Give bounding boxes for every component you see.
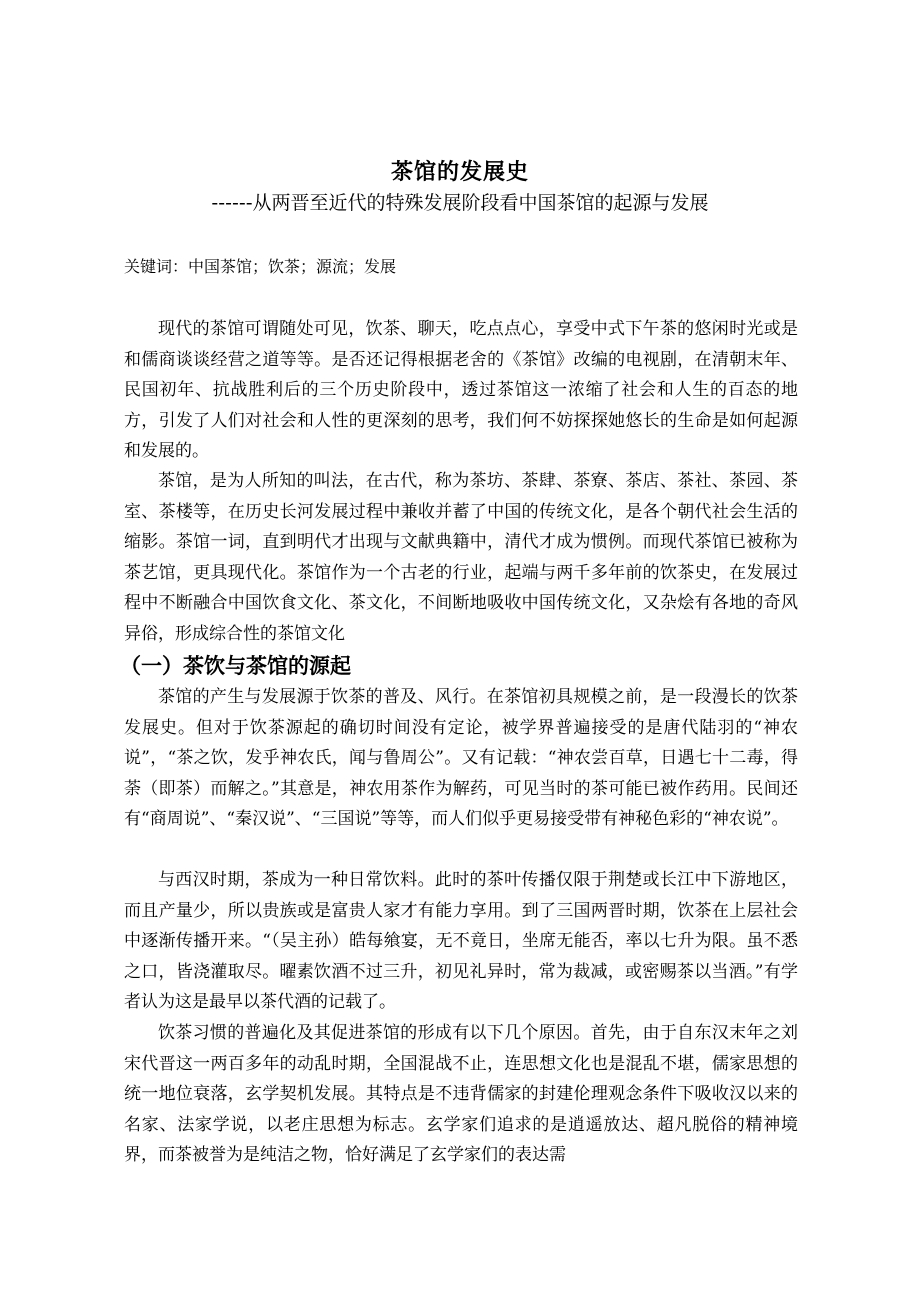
paragraph-intro: 现代的茶馆可谓随处可见，饮茶、聊天，吃点点心，享受中式下午茶的悠闲时光或是和儒商谈谈经营之道等等。是否还记得根据老舍的《茶馆》改编的电视剧，在清朝末年、民国初年、抗战胜利后的三个历史阶段中，透过茶馆这一浓缩了社会和人生的百态的地方，引发了人们对社会和人性的更深刻的思考，我们何不妨探探她悠长的生命是如何起源和发展的。 <box>124 319 798 461</box>
paragraph-han-period: 与西汉时期，茶成为一种日常饮料。此时的茶叶传播仅限于荆楚或长江中下游地区，而且产量少，所以贵族或是富贵人家才有能力享用。到了三国两晋时期，饮茶在上层社会中逐渐传播开来。“（吴主孙）皓每飨宴，无不竟日，坐席无能否，率以七升为限。虽不悉之口，皆浇灌取尽。曜素饮酒不过三升，初见礼异时，常为裁减，或密赐茶以当酒。”有学者认为这是最早以茶代酒的记载了。 <box>124 870 798 1012</box>
document-title: 茶馆的发展史 <box>390 160 529 185</box>
keywords-line: 关键词：中国茶馆；饮茶；源流；发展 <box>124 257 397 276</box>
paragraph-origin: 茶馆的产生与发展源于饮茶的普及、风行。在茶馆初具规模之前，是一段漫长的饮茶发展史。但对于饮茶源起的确切时间没有定论，被学界普遍接受的是唐代陆羽的“神农说”，“茶之饮，发乎神农氏，闻与鲁周公”。又有记载：“神农尝百草，日遇七十二毒，得荼（即茶）而解之。”其意是，神农用茶作为解药，可见当时的茶可能已被作药用。民间还有“商周说”、“秦汉说”、“三国说”等等，而人们似乎更易接受带有神秘色彩的“神农说”。 <box>124 687 798 829</box>
section-heading: （一）茶饮与茶馆的源起 <box>120 654 351 678</box>
document-subtitle: ------从两晋至近代的特殊发展阶段看中国茶馆的起源与发展 <box>211 192 709 214</box>
paragraph-reasons: 饮茶习惯的普遍化及其促进茶馆的形成有以下几个原因。首先，由于自东汉末年之刘宋代晋这一两百多年的动乱时期，全国混战不止，连思想文化也是混乱不堪，儒家思想的统一地位衰落，玄学契机发展。其特点是不违背儒家的封建伦理观念条件下吸收汉以来的名家、法家学说，以老庄思想为标志。玄学家们追求的是逍遥放达、超凡脱俗的精神境界，而茶被誉为是纯洁之物，恰好满足了玄学家们的表达需 <box>124 1023 798 1165</box>
paragraph-teahouse-names: 茶馆，是为人所知的叫法，在古代，称为茶坊、茶肆、茶寮、茶店、茶社、茶园、茶室、茶楼等，在历史长河发展过程中兼收并蓄了中国的传统文化，是各个朝代社会生活的缩影。茶馆一词，直到明代才出现与文献典籍中，清代才成为惯例。而现代茶馆已被称为茶艺馆，更具现代化。茶馆作为一个古老的行业，起端与两千多年前的饮茶史，在发展过程中不断融合中国饮食文化、茶文化，不间断地吸收中国传统文化，又杂烩有各地的奇风异俗，形成综合性的茶馆文化 <box>124 471 798 644</box>
